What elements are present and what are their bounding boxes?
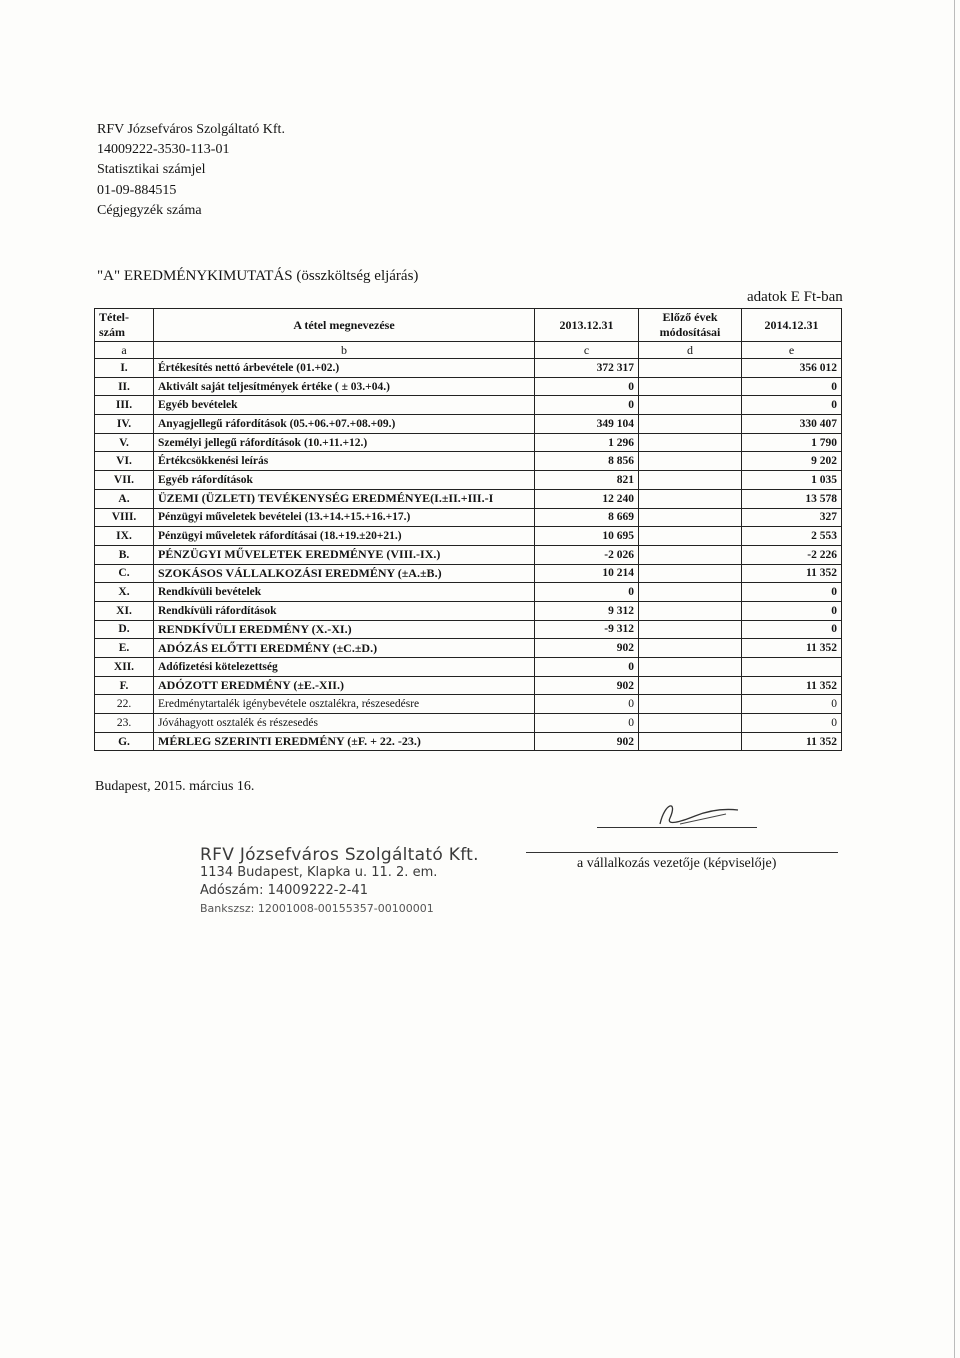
row-code: A. xyxy=(95,489,154,508)
table-header-row xyxy=(95,309,842,342)
row-adjustment xyxy=(639,377,742,396)
row-name: Jóváhagyott osztalék és részesedés xyxy=(154,714,535,733)
table-row xyxy=(95,658,842,677)
row-code: D. xyxy=(95,620,154,639)
letter-a: a xyxy=(95,342,154,359)
row-prev-value: 0 xyxy=(535,583,639,602)
row-adjustment xyxy=(639,639,742,658)
stamp-address: 1134 Budapest, Klapka u. 11. 2. em. xyxy=(200,865,438,880)
row-code: G. xyxy=(95,732,154,751)
table-row xyxy=(95,601,842,620)
table-row xyxy=(95,415,842,434)
registration-number-label: Cégjegyzék száma xyxy=(97,202,202,218)
row-name: ADÓZOTT EREDMÉNY (±E.-XII.) xyxy=(154,676,535,695)
table-row xyxy=(95,508,842,527)
row-prev-value: 1 296 xyxy=(535,433,639,452)
row-code: IV. xyxy=(95,415,154,434)
row-code: I. xyxy=(95,359,154,378)
row-prev-value: 0 xyxy=(535,658,639,677)
report-title: "A" EREDMÉNYKIMUTATÁS (összköltség eljárás) xyxy=(97,268,419,284)
row-name: Értékesítés nettó árbevétele (01.+02.) xyxy=(154,359,535,378)
row-code: 23. xyxy=(95,714,154,733)
stamp-bank-account: Bankszsz: 12001008-00155357-00100001 xyxy=(200,902,434,915)
row-prev-value: 902 xyxy=(535,732,639,751)
header-adjustments: Előző évek módosításai xyxy=(639,309,742,342)
table-row xyxy=(95,396,842,415)
row-adjustment xyxy=(639,601,742,620)
unit-note: adatok E Ft-ban xyxy=(747,289,843,305)
row-name: Aktivált saját teljesítmények értéke ( ± 03.+04.) xyxy=(154,377,535,396)
row-prev-value: 8 669 xyxy=(535,508,639,527)
row-prev-value: -2 026 xyxy=(535,545,639,564)
row-code: XII. xyxy=(95,658,154,677)
row-name: PÉNZÜGYI MŰVELETEK EREDMÉNYE (VIII.-IX.) xyxy=(154,545,535,564)
row-prev-value: 0 xyxy=(535,396,639,415)
table-row xyxy=(95,620,842,639)
row-curr-value: 0 xyxy=(742,583,842,602)
table-row xyxy=(95,714,842,733)
row-prev-value: 349 104 xyxy=(535,415,639,434)
header-curr-year: 2014.12.31 xyxy=(742,309,842,342)
row-name: Rendkívüli bevételek xyxy=(154,583,535,602)
row-adjustment xyxy=(639,564,742,583)
company-stamp xyxy=(200,846,479,918)
signature-image xyxy=(640,792,760,837)
row-curr-value: 11 352 xyxy=(742,676,842,695)
row-name: Személyi jellegű ráfordítások (10.+11.+12.) xyxy=(154,433,535,452)
row-code: VII. xyxy=(95,471,154,490)
row-adjustment xyxy=(639,527,742,546)
row-adjustment xyxy=(639,658,742,677)
statistical-number: 14009222-3530-113-01 xyxy=(97,142,230,158)
row-adjustment xyxy=(639,471,742,490)
row-code: XI. xyxy=(95,601,154,620)
registration-number: 01-09-884515 xyxy=(97,182,177,198)
row-name: Egyéb bevételek xyxy=(154,396,535,415)
signature-caption: a vállalkozás vezetője (képviselője) xyxy=(577,856,777,871)
row-curr-value: 330 407 xyxy=(742,415,842,434)
row-adjustment xyxy=(639,489,742,508)
row-curr-value: 0 xyxy=(742,695,842,714)
table-row xyxy=(95,583,842,602)
letter-b: b xyxy=(154,342,535,359)
row-curr-value: 356 012 xyxy=(742,359,842,378)
row-name: Adófizetési kötelezettség xyxy=(154,658,535,677)
row-curr-value: 327 xyxy=(742,508,842,527)
table-row xyxy=(95,564,842,583)
letter-c: c xyxy=(535,342,639,359)
income-statement-table xyxy=(94,308,842,751)
row-name: ÜZEMI (ÜZLETI) TEVÉKENYSÉG EREDMÉNYE(I.±II.+III.-I xyxy=(154,489,535,508)
row-code: IX. xyxy=(95,527,154,546)
header-code: Tétel-szám xyxy=(95,309,154,342)
row-prev-value: 372 317 xyxy=(535,359,639,378)
row-name: Pénzügyi műveletek ráfordításai (18.+19.±20+21.) xyxy=(154,527,535,546)
row-name: MÉRLEG SZERINTI EREDMÉNY (±F. + 22. -23.) xyxy=(154,732,535,751)
row-code: II. xyxy=(95,377,154,396)
header-name: A tétel megnevezése xyxy=(154,309,535,342)
column-letter-row xyxy=(95,342,842,359)
row-adjustment xyxy=(639,545,742,564)
row-curr-value: 0 xyxy=(742,714,842,733)
row-adjustment xyxy=(639,695,742,714)
row-code: F. xyxy=(95,676,154,695)
row-prev-value: 0 xyxy=(535,714,639,733)
row-curr-value: 11 352 xyxy=(742,564,842,583)
row-adjustment xyxy=(639,359,742,378)
row-curr-value: 0 xyxy=(742,396,842,415)
row-curr-value: 0 xyxy=(742,620,842,639)
table-row xyxy=(95,545,842,564)
row-adjustment xyxy=(639,433,742,452)
signature-line xyxy=(597,827,757,828)
row-curr-value: 1 035 xyxy=(742,471,842,490)
row-adjustment xyxy=(639,620,742,639)
table-row xyxy=(95,359,842,378)
row-code: C. xyxy=(95,564,154,583)
row-name: SZOKÁSOS VÁLLALKOZÁSI EREDMÉNY (±A.±B.) xyxy=(154,564,535,583)
stamp-tax-number: Adószám: 14009222-2-41 xyxy=(200,883,368,898)
statistical-number-label: Statisztikai számjel xyxy=(97,162,206,178)
company-name: RFV Józsefváros Szolgáltató Kft. xyxy=(97,122,285,137)
table-row xyxy=(95,471,842,490)
row-prev-value: 902 xyxy=(535,676,639,695)
place-date: Budapest, 2015. március 16. xyxy=(95,779,255,794)
row-curr-value: 0 xyxy=(742,601,842,620)
row-curr-value: 11 352 xyxy=(742,639,842,658)
page-edge xyxy=(954,0,955,1358)
row-name: Anyagjellegű ráfordítások (05.+06.+07.+08.+09.) xyxy=(154,415,535,434)
row-prev-value: 821 xyxy=(535,471,639,490)
row-curr-value: 11 352 xyxy=(742,732,842,751)
row-adjustment xyxy=(639,415,742,434)
row-name: Egyéb ráfordítások xyxy=(154,471,535,490)
row-prev-value: 0 xyxy=(535,377,639,396)
row-prev-value: 0 xyxy=(535,695,639,714)
table-row xyxy=(95,527,842,546)
row-name: Értékcsökkenési leírás xyxy=(154,452,535,471)
row-adjustment xyxy=(639,508,742,527)
company-header xyxy=(97,120,285,221)
row-curr-value: 2 553 xyxy=(742,527,842,546)
row-code: X. xyxy=(95,583,154,602)
row-name: ADÓZÁS ELŐTTI EREDMÉNY (±C.±D.) xyxy=(154,639,535,658)
table-row xyxy=(95,676,842,695)
row-prev-value: 9 312 xyxy=(535,601,639,620)
row-name: RENDKÍVÜLI EREDMÉNY (X.-XI.) xyxy=(154,620,535,639)
row-adjustment xyxy=(639,732,742,751)
table-row xyxy=(95,433,842,452)
row-code: VIII. xyxy=(95,508,154,527)
row-name: Eredménytartalék igénybevétele osztalékra, részesedésre xyxy=(154,695,535,714)
table-row xyxy=(95,489,842,508)
row-prev-value: 902 xyxy=(535,639,639,658)
table-row xyxy=(95,452,842,471)
stamp-company: RFV Józsefváros Szolgáltató Kft. xyxy=(200,845,479,865)
row-prev-value: -9 312 xyxy=(535,620,639,639)
table-row xyxy=(95,695,842,714)
row-prev-value: 12 240 xyxy=(535,489,639,508)
row-code: V. xyxy=(95,433,154,452)
table-row xyxy=(95,639,842,658)
row-curr-value: -2 226 xyxy=(742,545,842,564)
row-adjustment xyxy=(639,396,742,415)
header-prev-year: 2013.12.31 xyxy=(535,309,639,342)
table-row xyxy=(95,377,842,396)
signature-underline xyxy=(526,852,838,853)
row-adjustment xyxy=(639,583,742,602)
row-adjustment xyxy=(639,714,742,733)
letter-e: e xyxy=(742,342,842,359)
row-name: Pénzügyi műveletek bevételei (13.+14.+15.+16.+17.) xyxy=(154,508,535,527)
row-curr-value: 13 578 xyxy=(742,489,842,508)
row-adjustment xyxy=(639,676,742,695)
row-curr-value: 1 790 xyxy=(742,433,842,452)
row-curr-value xyxy=(742,658,842,677)
row-code: 22. xyxy=(95,695,154,714)
table-row xyxy=(95,732,842,751)
row-prev-value: 8 856 xyxy=(535,452,639,471)
row-name: Rendkívüli ráfordítások xyxy=(154,601,535,620)
row-adjustment xyxy=(639,452,742,471)
row-curr-value: 0 xyxy=(742,377,842,396)
row-curr-value: 9 202 xyxy=(742,452,842,471)
row-code: E. xyxy=(95,639,154,658)
row-prev-value: 10 214 xyxy=(535,564,639,583)
row-code: III. xyxy=(95,396,154,415)
row-code: B. xyxy=(95,545,154,564)
row-prev-value: 10 695 xyxy=(535,527,639,546)
letter-d: d xyxy=(639,342,742,359)
row-code: VI. xyxy=(95,452,154,471)
